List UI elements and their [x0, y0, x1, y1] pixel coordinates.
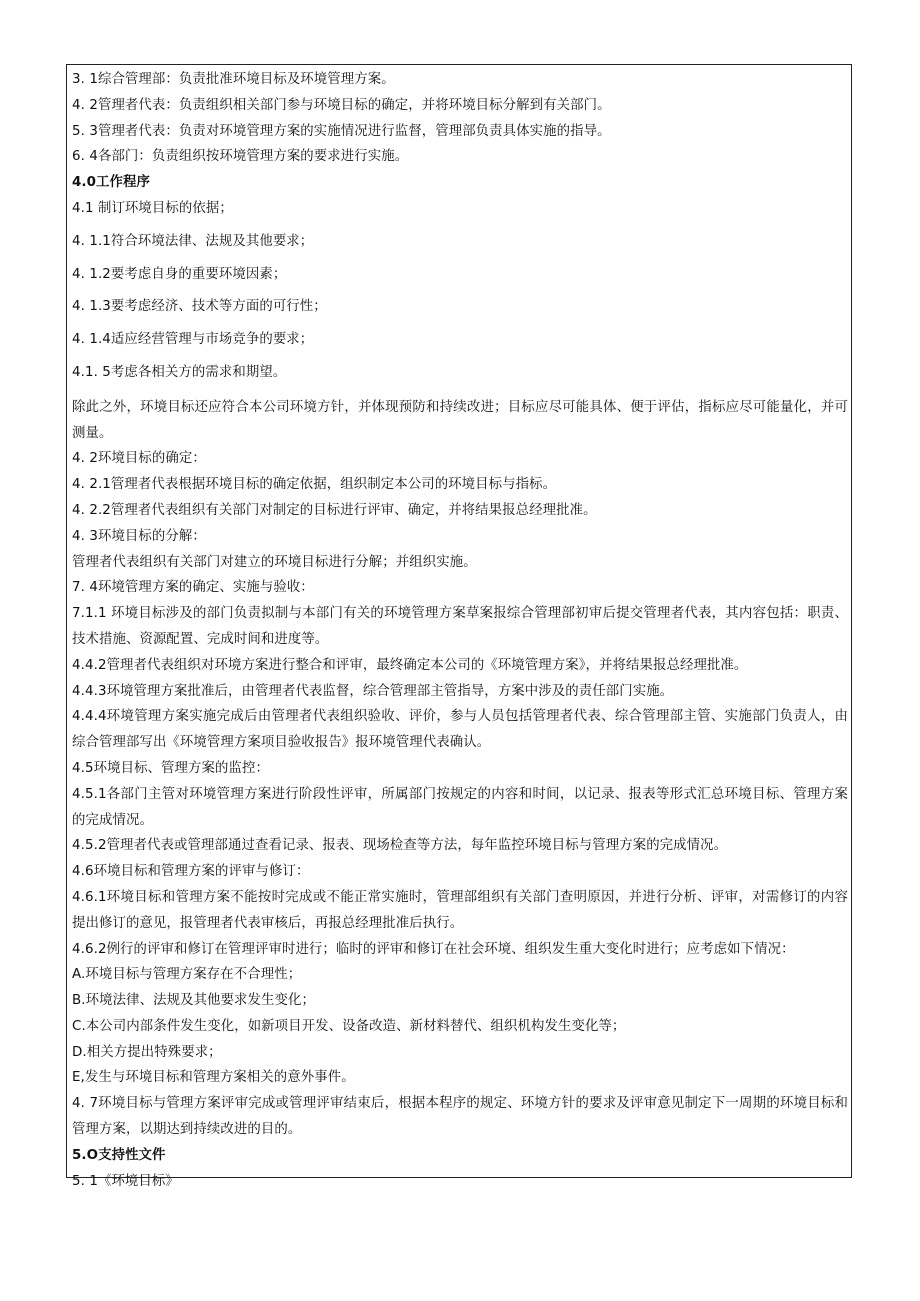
text-line: 4. 2.1管理者代表根据环境目标的确定依据，组织制定本公司的环境目标与指标。 — [72, 477, 557, 493]
text-line: B.环境法律、法规及其他要求发生变化； — [72, 993, 315, 1009]
paragraph: 4.4.4环境管理方案实施完成后由管理者代表组织验收、评价，参与人员包括管理者代表、综合管理部主管、实施部门负责人，由综合管理部写出《环境管理方案项目验收报告》报环境管理代表确认。 — [72, 709, 848, 751]
text-line: 4. 1.3要考虑经济、技术等方面的可行性； — [72, 299, 327, 315]
text-line: 4. 2.2管理者代表组织有关部门对制定的目标进行评审、确定，并将结果报总经理批准。 — [72, 502, 597, 518]
text-line: 4. 2管理者代表：负责组织相关部门参与环境目标的确定，并将环境目标分解到有关部门。 — [72, 97, 611, 113]
text-line: D.相关方提出特殊要求； — [72, 1044, 222, 1060]
paragraph: 4.5.1各部门主管对环境管理方案进行阶段性评审，所属部门按规定的内容和时间，以记录、报表等形式汇总环境目标、管理方案的完成情况。 — [72, 786, 848, 828]
text-line: 4. 3环境目标的分解： — [72, 528, 206, 544]
text-line: 4. 2环境目标的确定： — [72, 451, 206, 467]
text-line: 7. 4环境管理方案的确定、实施与验收： — [72, 580, 314, 596]
text-line: 3. 1综合管理部：负责批准环境目标及环境管理方案。 — [72, 72, 395, 87]
paragraph: 7.1.1 环境目标涉及的部门负责拟制与本部门有关的环境管理方案草案报综合管理部初审后提交管理者代表，其内容包括：职责、技术措施、资源配置、完成时间和进度等。 — [72, 606, 848, 647]
text-line: 4.1 制订环境目标的依据； — [72, 200, 233, 216]
section-heading: 4.0工作程序 — [72, 175, 150, 191]
text-line: 4. 1.2要考虑自身的重要环境因素； — [72, 266, 287, 282]
paragraph: 4. 7环境目标与管理方案评审完成或管理评审结束后，根据本程序的规定、环境方针的要求及评审意见制定下一周期的环境目标和管理方案，以期达到持续改进的目的。 — [72, 1096, 848, 1138]
document-frame — [66, 64, 852, 1189]
text-line: E,发生与环境目标和管理方案相关的意外事件。 — [72, 1070, 355, 1086]
text-line: 4. 1.1符合环境法律、法规及其他要求； — [72, 233, 314, 249]
text-line: 4.5.2管理者代表或管理部通过查看记录、报表、现场检查等方法，每年监控环境目标与管理方案的完成情况。 — [72, 838, 728, 854]
text-line: 管理者代表组织有关部门对建立的环境目标进行分解；并组织实施。 — [72, 554, 477, 570]
text-line: 4.6环境目标和管理方案的评审与修订： — [72, 864, 310, 880]
text-line: 4.1. 5考虑各相关方的需求和期望。 — [72, 364, 287, 380]
paragraph: 4.6.2例行的评审和修订在管理评审时进行；临时的评审和修订在社会环境、组织发生重大变化时进行；应考虑如下情况： — [72, 941, 795, 957]
text-line: 6. 4各部门：负责组织按环境管理方案的要求进行实施。 — [72, 149, 409, 165]
text-line: 4. 1.4适应经营管理与市场竞争的要求； — [72, 332, 314, 348]
text-line: A.环境目标与管理方案存在不合理性； — [72, 967, 302, 983]
paragraph: 4.6.1环境目标和管理方案不能按时完成或不能正常实施时，管理部组织有关部门查明原因，并进行分析、评审，对需修订的内容提出修订的意见，报管理者代表审核后，再报总经理批准后执行。 — [72, 889, 848, 931]
text-line: 5. 3管理者代表：负责对环境管理方案的实施情况进行监督，管理部负责具体实施的指导。 — [72, 123, 611, 139]
text-line: 4.4.2管理者代表组织对环境方案进行整合和评审，最终确定本公司的《环境管理方案》，并将结果报总经理批准。 — [72, 657, 748, 673]
text-line: C.本公司内部条件发生变化，如新项目开发、设备改造、新材料替代、组织机构发生变化等； — [72, 1018, 626, 1034]
paragraph: 除此之外，环境目标还应符合本公司环境方针，并体现预防和持续改进；目标应尽可能具体、便于评估，指标应尽可能量化，并可测量。 — [72, 399, 848, 441]
text-line: 5. 1《环境目标》 — [72, 1173, 179, 1189]
text-line: 4.4.3环境管理方案批准后，由管理者代表监督，综合管理部主管指导，方案中涉及的责任部门实施。 — [72, 683, 674, 699]
section-heading: 5.O支持性文件 — [72, 1147, 166, 1163]
text-line: 4.5环境目标、管理方案的监控： — [72, 760, 269, 776]
